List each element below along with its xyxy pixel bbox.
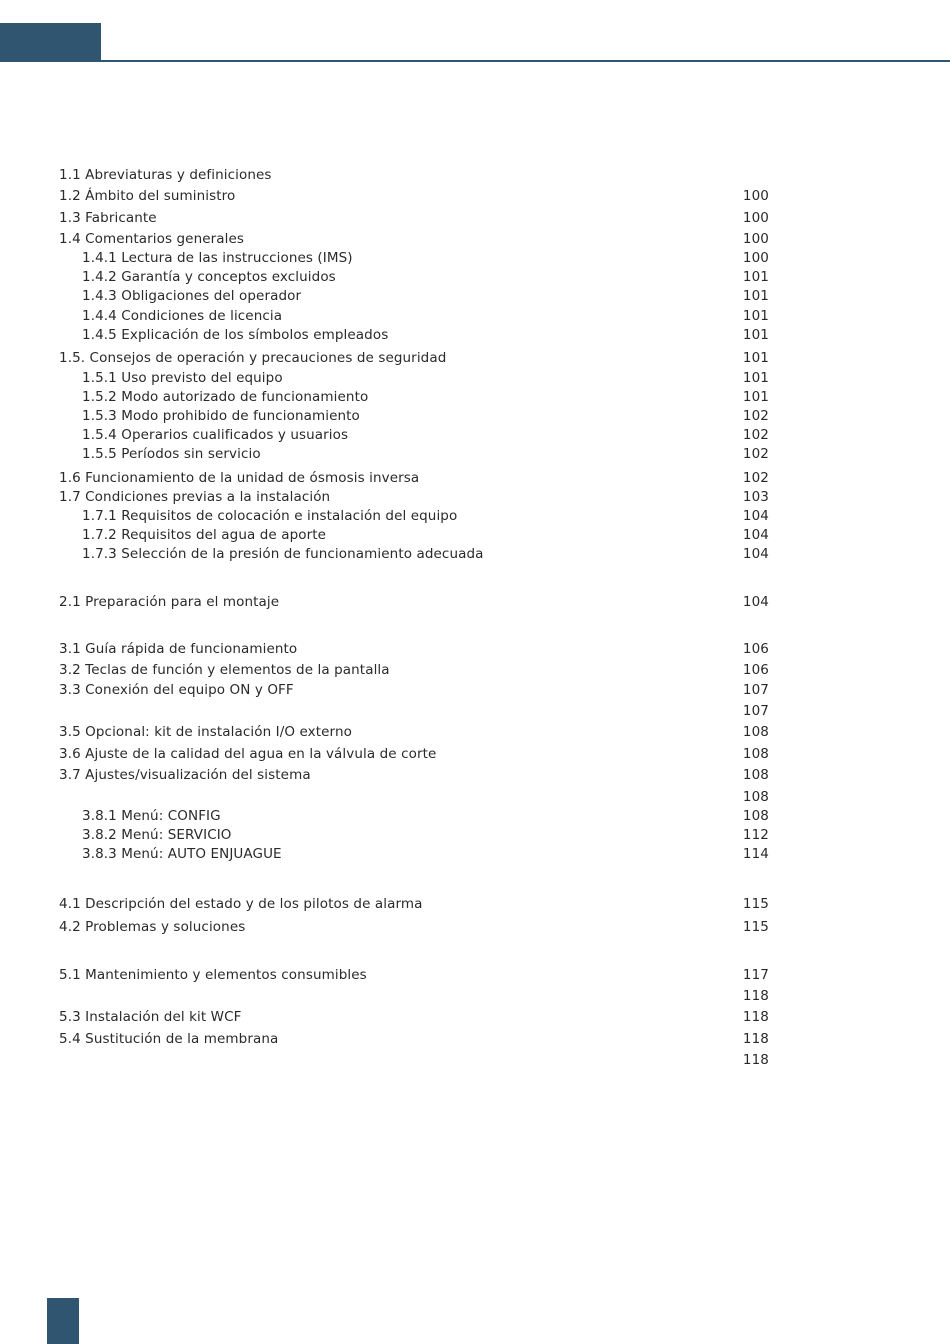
toc-entry-page: 103 (742, 489, 769, 505)
toc-entry-page: 107 (742, 682, 769, 698)
toc-entry-label: 5.1 Mantenimiento y elementos consumibles (59, 967, 367, 983)
toc-entry-label: 2.1 Preparación para el montaje (59, 594, 280, 610)
toc-entry-page: 101 (742, 389, 769, 405)
toc-entry-page: 102 (742, 470, 769, 486)
toc-subentry[interactable] (0, 526, 950, 545)
toc-entry-page: 104 (742, 594, 769, 610)
toc-entry-page: 118 (742, 988, 769, 1004)
toc-entry-label: 1.5. Consejos de operación y precauciones de seguridad (59, 350, 447, 366)
toc-entry-page: 101 (742, 269, 769, 285)
toc-entry-page: 101 (742, 350, 769, 366)
toc-entry[interactable] (0, 593, 950, 612)
toc-entry-page: 118 (742, 1009, 769, 1025)
toc-entry-label: 4.1 Descripción del estado y de los pilotos de alarma (59, 896, 423, 912)
toc-entry[interactable] (0, 230, 950, 249)
toc-entry-label: 4.2 Problemas y soluciones (59, 919, 246, 935)
toc-entry-page: 117 (742, 967, 769, 983)
toc-entry-page: 101 (742, 288, 769, 304)
toc-entry-page: 108 (742, 808, 769, 824)
toc-entry-page: 100 (742, 210, 769, 226)
toc-entry-label: 1.1 Abreviaturas y definiciones (59, 167, 272, 183)
toc-entry-label: 1.4.1 Lectura de las instrucciones (IMS) (82, 250, 353, 266)
toc-entry-label: 1.4.2 Garantía y conceptos excluidos (82, 269, 336, 285)
toc-entry[interactable] (0, 723, 950, 742)
toc-subentry[interactable] (0, 369, 950, 388)
toc-subentry[interactable] (0, 287, 950, 306)
toc-entry[interactable] (0, 918, 950, 937)
toc-entry-page: 107 (742, 703, 769, 719)
toc-entry-page: 100 (742, 231, 769, 247)
toc-entry-label: 1.5.5 Períodos sin servicio (82, 446, 261, 462)
toc-entry-label: 1.7.3 Selección de la presión de funcionamiento adecuada (82, 546, 484, 562)
toc-entry-label: 3.6 Ajuste de la calidad del agua en la válvula de corte (59, 746, 437, 762)
toc-entry-label: 5.4 Sustitución de la membrana (59, 1031, 279, 1047)
toc-entry-label: 1.7 Condiciones previas a la instalación (59, 489, 331, 505)
toc-entry-page: 118 (742, 1052, 769, 1068)
toc-entry[interactable] (0, 209, 950, 228)
toc-entry[interactable] (0, 166, 950, 185)
footer-accent-block (47, 1298, 79, 1344)
header-accent-block (0, 23, 101, 62)
toc-entry-label: 5.3 Instalación del kit WCF (59, 1009, 242, 1025)
toc-entry[interactable] (0, 187, 950, 206)
toc-entry-label: 3.3 Conexión del equipo ON y OFF (59, 682, 294, 698)
toc-entry-label: 1.2 Ámbito del suministro (59, 188, 236, 204)
toc-entry-page: 114 (742, 846, 769, 862)
toc-entry-page: 102 (742, 446, 769, 462)
header-rule (101, 60, 950, 62)
toc-entry[interactable] (0, 488, 950, 507)
toc-entry[interactable] (0, 766, 950, 785)
toc-subentry[interactable] (0, 507, 950, 526)
toc-entry-label: 3.1 Guía rápida de funcionamiento (59, 641, 298, 657)
toc-entry-label: 3.8.2 Menú: SERVICIO (82, 827, 232, 843)
toc-entry-page: 106 (742, 662, 769, 678)
toc-entry[interactable] (0, 895, 950, 914)
toc-entry-label: 3.7 Ajustes/visualización del sistema (59, 767, 311, 783)
toc-entry-page: 101 (742, 308, 769, 324)
toc-entry-label: 1.5.1 Uso previsto del equipo (82, 370, 283, 386)
toc-entry-page: 104 (742, 546, 769, 562)
toc-subentry[interactable] (0, 826, 950, 845)
toc-entry[interactable] (0, 745, 950, 764)
toc-entry-page: 108 (742, 746, 769, 762)
toc-subentry[interactable] (0, 807, 950, 826)
toc-subentry[interactable] (0, 445, 950, 464)
toc-entry-label: 1.7.2 Requisitos del agua de aporte (82, 527, 327, 543)
toc-entry-label: 3.8.3 Menú: AUTO ENJUAGUE (82, 846, 282, 862)
toc-entry[interactable] (0, 640, 950, 659)
toc-subentry[interactable] (0, 268, 950, 287)
toc-entry-label: 3.2 Teclas de función y elementos de la pantalla (59, 662, 390, 678)
toc-entry-label: 3.5 Opcional: kit de instalación I/O externo (59, 724, 352, 740)
toc-entry-page: 115 (742, 919, 769, 935)
toc-entry-label: 1.5.2 Modo autorizado de funcionamiento (82, 389, 369, 405)
toc-subentry[interactable] (0, 426, 950, 445)
toc-entry[interactable] (0, 1030, 950, 1049)
toc-entry-page: 108 (742, 767, 769, 783)
toc-entry[interactable] (0, 1051, 950, 1070)
toc-entry[interactable] (0, 966, 950, 985)
toc-entry-page: 112 (742, 827, 769, 843)
toc-entry-label: 1.4.4 Condiciones de licencia (82, 308, 283, 324)
toc-entry-label: 1.5.4 Operarios cualificados y usuarios (82, 427, 349, 443)
toc-entry[interactable] (0, 702, 950, 721)
toc-subentry[interactable] (0, 407, 950, 426)
toc-entry-page: 108 (742, 724, 769, 740)
toc-subentry[interactable] (0, 326, 950, 345)
toc-entry-page: 100 (742, 250, 769, 266)
toc-entry-page: 100 (742, 188, 769, 204)
toc-entry[interactable] (0, 681, 950, 700)
toc-subentry[interactable] (0, 845, 950, 864)
toc-entry-page: 104 (742, 508, 769, 524)
toc-entry-label: 3.8.1 Menú: CONFIG (82, 808, 221, 824)
toc-entry[interactable] (0, 661, 950, 680)
toc-entry[interactable] (0, 1008, 950, 1027)
toc-subentry[interactable] (0, 388, 950, 407)
toc-entry-page: 102 (742, 427, 769, 443)
toc-entry-page: 106 (742, 641, 769, 657)
toc-entry-label: 1.7.1 Requisitos de colocación e instalación del equipo (82, 508, 458, 524)
toc-entry-page: 118 (742, 1031, 769, 1047)
toc-subentry[interactable] (0, 249, 950, 268)
toc-entry-label: 1.4.3 Obligaciones del operador (82, 288, 302, 304)
toc-entry-page: 101 (742, 327, 769, 343)
toc-subentry[interactable] (0, 545, 950, 564)
toc-entry-label: 1.5.3 Modo prohibido de funcionamiento (82, 408, 360, 424)
toc-entry-label: 1.3 Fabricante (59, 210, 157, 226)
toc-entry-label: 1.6 Funcionamiento de la unidad de ósmosis inversa (59, 470, 420, 486)
toc-entry-page: 108 (742, 789, 769, 805)
toc-entry-page: 101 (742, 370, 769, 386)
toc-entry-label: 1.4 Comentarios generales (59, 231, 245, 247)
toc-entry-label: 1.4.5 Explicación de los símbolos empleados (82, 327, 389, 343)
toc-entry-page: 115 (742, 896, 769, 912)
toc-entry[interactable] (0, 349, 950, 368)
toc-entry[interactable] (0, 987, 950, 1006)
toc-entry-page: 104 (742, 527, 769, 543)
toc-entry-page: 102 (742, 408, 769, 424)
toc-entry[interactable] (0, 469, 950, 488)
toc-subentry[interactable] (0, 307, 950, 326)
toc-entry[interactable] (0, 788, 950, 807)
